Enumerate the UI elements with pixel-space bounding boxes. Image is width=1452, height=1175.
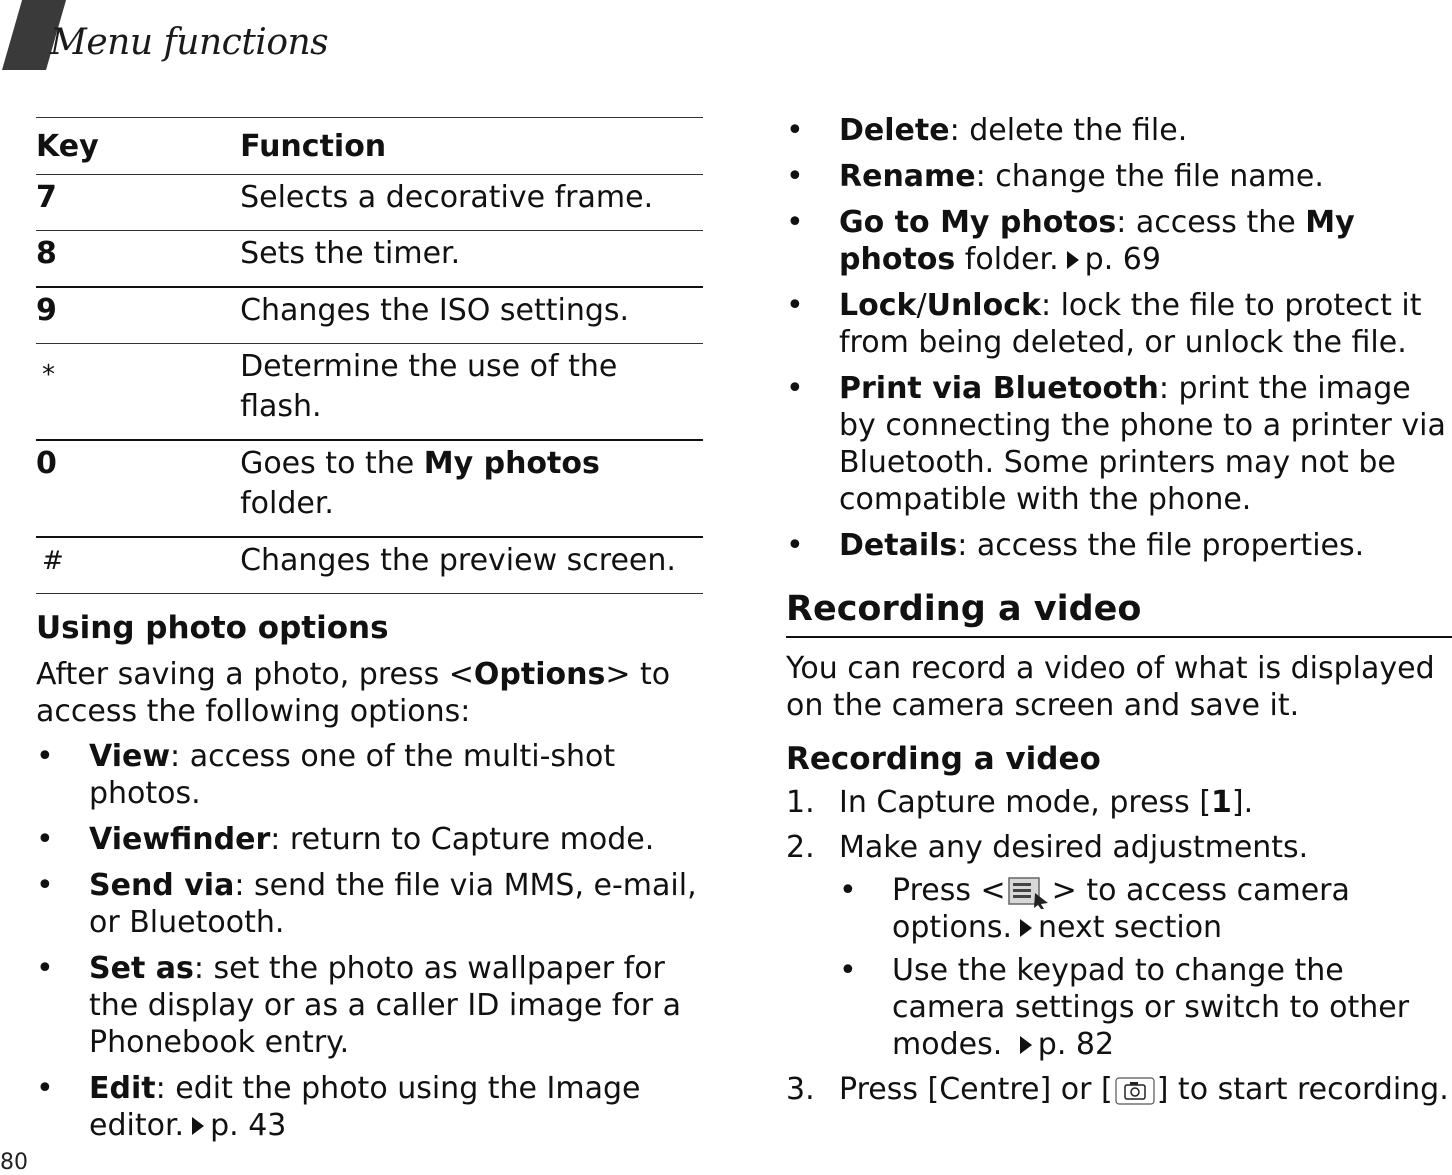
option-term: Rename xyxy=(839,159,976,194)
bullet: • xyxy=(36,822,54,857)
option-term: Send via xyxy=(89,868,235,903)
function-text: folder. xyxy=(240,486,334,521)
triangle-right-icon xyxy=(192,1117,204,1135)
key-cell: 9 xyxy=(36,293,57,328)
step-text: Make any desired adjustments. xyxy=(839,830,1309,865)
bullet: • xyxy=(786,113,804,148)
camera-key-icon xyxy=(1115,1076,1155,1106)
key-function-table xyxy=(36,117,703,594)
list-item xyxy=(786,204,1452,278)
list-item xyxy=(786,158,1452,195)
recording-intro: You can record a video of what is displayed on the camera screen and save it. xyxy=(786,651,1435,723)
option-term: Go to My photos xyxy=(839,205,1117,240)
function-cell: Determine the use of the flash. xyxy=(240,349,618,424)
options-softkey-label: Options xyxy=(473,657,606,692)
option-term: Unlock xyxy=(926,288,1041,323)
recording-section-heading: Recording a video xyxy=(786,584,1452,638)
bullet: • xyxy=(786,371,804,406)
page-reference: p. 82 xyxy=(1037,1027,1115,1062)
key-cell: 7 xyxy=(36,180,57,215)
option-desc: : change the file name. xyxy=(975,159,1324,194)
list-item xyxy=(786,527,1452,564)
list-item xyxy=(786,112,1452,149)
option-desc: : delete the file. xyxy=(949,113,1188,148)
key-cell: 0 xyxy=(36,446,57,481)
option-desc: : send the file via MMS, e-mail, or Bluetooth. xyxy=(89,868,697,940)
intro-text: After saving a photo, press < xyxy=(36,657,474,692)
list-item xyxy=(36,738,703,812)
page-reference: p. 43 xyxy=(210,1108,287,1143)
option-term: Lock xyxy=(839,288,917,323)
page-reference: p. 69 xyxy=(1084,242,1161,277)
recording-steps xyxy=(786,784,1452,1108)
table-header-key: Key xyxy=(36,128,99,164)
star-key-cell: ⁎ xyxy=(42,352,55,382)
step-sublist xyxy=(839,872,1452,1063)
option-term: Viewfinder xyxy=(89,822,271,857)
table-row xyxy=(36,537,703,594)
option-desc-bold: My photos xyxy=(839,205,1355,277)
function-cell xyxy=(240,440,703,537)
recording-procedure-heading: Recording a video xyxy=(786,741,1101,777)
function-bold-text: My photos xyxy=(423,446,600,481)
option-term: View xyxy=(89,739,171,774)
option-term: Delete xyxy=(839,113,950,148)
bullet: • xyxy=(786,528,804,563)
term-separator: / xyxy=(916,288,927,323)
table-row xyxy=(36,344,703,441)
function-cell: Changes the preview screen. xyxy=(240,543,676,578)
triangle-right-icon xyxy=(1067,251,1079,269)
bullet: • xyxy=(36,1071,54,1106)
sub-list-item xyxy=(839,952,1452,1063)
option-term: Details xyxy=(839,528,958,563)
list-item xyxy=(36,1070,703,1144)
function-text: Goes to the xyxy=(240,446,424,481)
table-header-function: Function xyxy=(240,128,387,164)
option-desc: : edit the photo using the Image editor. xyxy=(89,1071,641,1143)
page-number: 80 xyxy=(0,1150,28,1175)
step-number: 3. xyxy=(786,1072,815,1107)
hash-key-cell: # xyxy=(42,546,64,576)
photo-options-list xyxy=(36,738,703,1144)
step-text: ]. xyxy=(1231,785,1254,820)
step-item xyxy=(786,784,1452,821)
bullet: • xyxy=(36,739,54,774)
photo-options-list-continued xyxy=(786,112,1452,564)
right-column xyxy=(786,104,1452,1116)
key-1-label: 1 xyxy=(1211,785,1232,820)
intro-text: > to access the following options: xyxy=(36,657,671,729)
sub-list-item xyxy=(839,872,1452,946)
list-item xyxy=(36,867,703,941)
step-number: 2. xyxy=(786,830,815,865)
triangle-right-icon xyxy=(1020,1036,1032,1054)
list-item xyxy=(36,950,703,1061)
list-item xyxy=(786,370,1452,518)
function-cell: Sets the timer. xyxy=(240,236,461,271)
option-desc: folder. xyxy=(955,242,1059,277)
option-desc: : access one of the multi-shot photos. xyxy=(89,739,616,811)
option-term: Set as xyxy=(89,951,194,986)
option-desc: : lock the file to protect it from being deleted, or unlock the file. xyxy=(839,288,1422,360)
table-row xyxy=(36,175,703,231)
list-item xyxy=(36,821,703,858)
option-desc: : access the xyxy=(1116,205,1306,240)
table-header-row xyxy=(36,118,703,175)
page-header-title: Menu functions xyxy=(50,22,329,63)
cross-reference: next section xyxy=(1038,910,1223,945)
bullet: • xyxy=(786,205,804,240)
left-column xyxy=(36,117,703,1153)
step-text: In Capture mode, press [ xyxy=(839,785,1212,820)
bullet: • xyxy=(839,873,857,908)
sub-step-text: Press < xyxy=(892,873,1006,908)
step-number: 1. xyxy=(786,785,815,820)
step-text: Press [Centre] or [ xyxy=(839,1072,1113,1107)
sub-step-text: Use the keypad to change the camera settings or switch to other modes. xyxy=(892,953,1410,1062)
key-cell: 8 xyxy=(36,236,57,271)
function-cell: Selects a decorative frame. xyxy=(240,180,654,215)
bullet: • xyxy=(786,159,804,194)
bullet: • xyxy=(786,288,804,323)
sub-step-text: > to access camera options. xyxy=(892,873,1350,945)
step-item xyxy=(786,1071,1452,1108)
options-menu-icon xyxy=(1008,875,1050,909)
function-cell: Changes the ISO settings. xyxy=(240,293,630,328)
option-desc: : return to Capture mode. xyxy=(270,822,655,857)
option-term: Print via Bluetooth xyxy=(839,371,1159,406)
option-term: Edit xyxy=(89,1071,156,1106)
table-row xyxy=(36,440,703,537)
bullet: • xyxy=(36,951,54,986)
step-text: ] to start recording. xyxy=(1156,1072,1449,1107)
section-heading: Using photo options xyxy=(36,610,389,646)
option-desc: : print the image by connecting the phone to a printer via Bluetooth. Some printers may not be compatible with the phone. xyxy=(839,371,1446,517)
list-item xyxy=(786,287,1452,361)
bullet: • xyxy=(839,953,857,988)
option-desc: : set the photo as wallpaper for the display or as a caller ID image for a Phonebook entry. xyxy=(89,951,682,1060)
step-item xyxy=(786,829,1452,1063)
table-row xyxy=(36,287,703,344)
table-row xyxy=(36,231,703,288)
option-desc: : access the file properties. xyxy=(957,528,1365,563)
section-intro xyxy=(36,656,703,730)
triangle-right-icon xyxy=(1020,919,1032,937)
bullet: • xyxy=(36,868,54,903)
